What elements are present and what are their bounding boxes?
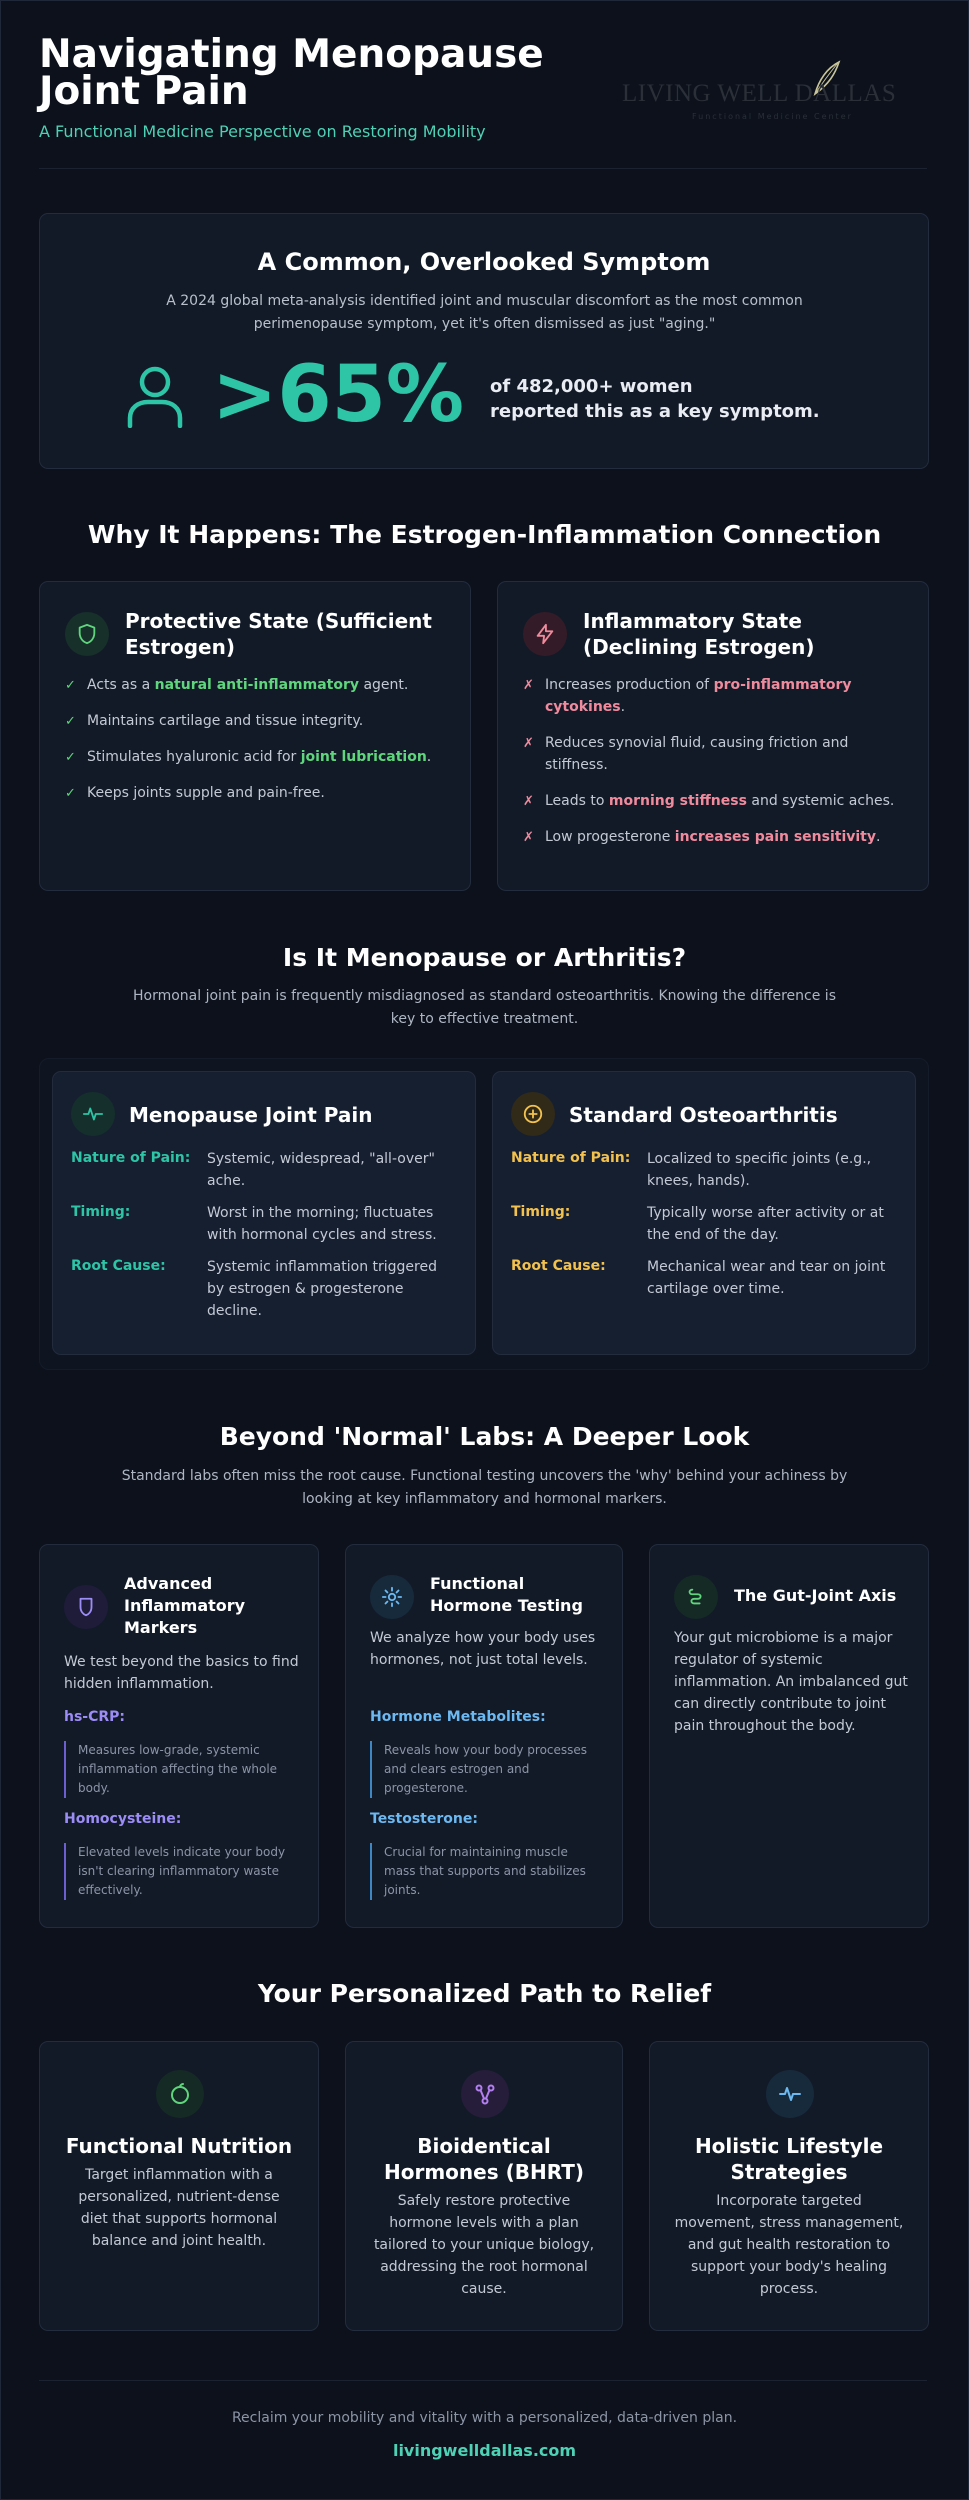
menopause-row-label: Nature of Pain: [71, 1150, 191, 1166]
footer-divider [39, 2380, 927, 2381]
protective-card [39, 581, 471, 891]
lifestyle-icon-circle [766, 2070, 814, 2118]
cross-icon: ✗ [523, 678, 534, 693]
nutrition-heading: Functional Nutrition [65, 2134, 293, 2158]
menopause-row-label: Root Cause: [71, 1258, 166, 1274]
menopause-row-label: Timing: [71, 1204, 131, 1220]
inflammatory-item [523, 674, 913, 718]
osteo-row-label: Timing: [511, 1204, 571, 1220]
lifestyle-text: Incorporate targeted movement, stress management, and gut health restoration to support your body's healing process. [674, 2193, 904, 2297]
protective-item-text: Keeps joints supple and pain-free. [87, 785, 325, 801]
page-title [39, 32, 544, 114]
gear-icon [381, 1586, 403, 1608]
inflammatory-item [523, 826, 913, 848]
hero-card [39, 213, 929, 469]
protective-item-highlight: natural anti-inflammatory [154, 677, 359, 693]
path-title: Your Personalized Path to Relief [257, 1979, 712, 2008]
lightning-icon [534, 623, 556, 645]
menopause-icon-circle [71, 1092, 115, 1136]
inflammatory-item-text: . [620, 699, 626, 715]
nutrition-card [39, 2041, 319, 2331]
bhrt-card [345, 2041, 623, 2331]
protective-item [65, 674, 455, 696]
compare-panel [39, 1058, 929, 1370]
inflammatory-item-text: Increases production of [545, 677, 714, 693]
cross-icon: ✗ [523, 830, 534, 845]
menopause-heading: Menopause Joint Pain [129, 1103, 373, 1127]
gut-intro: Your gut microbiome is a major regulator of systemic inflammation. An imbalanced gut can directly contribute to joint pain throughout the body. [674, 1630, 908, 1734]
title-line-2: Joint Pain [39, 69, 249, 114]
hormones-card [345, 1544, 623, 1928]
footer-text: Reclaim your mobility and vitality with a personalized, data-driven plan. [231, 2410, 738, 2426]
lifestyle-heading: Holistic Lifestyle Strategies [694, 2134, 884, 2184]
menopause-row-value: Worst in the morning; fluctuates with hormonal cycles and stress. [207, 1205, 437, 1243]
check-icon: ✓ [65, 714, 76, 729]
inflammatory-heading-line-2: (Declining Estrogen) [583, 635, 815, 659]
gut-icon [685, 1586, 707, 1608]
inflammatory-item-text: Reduces synovial fluid, causing friction and stiffness. [545, 735, 849, 773]
osteo-card [492, 1071, 916, 1355]
protective-item-text: Stimulates hyaluronic acid for [87, 749, 301, 765]
gut-icon-circle [674, 1575, 718, 1619]
header-divider [39, 168, 927, 169]
bhrt-icon-circle [461, 2070, 509, 2118]
logo-text: LIVING WELL DALLAS [622, 80, 897, 107]
osteo-row-value: Localized to specific joints (e.g., knees, hands). [647, 1151, 872, 1189]
markers-heading: Advanced Inflammatory Markers [124, 1574, 246, 1637]
lifestyle-card [649, 2041, 929, 2331]
hero-note [490, 374, 870, 424]
labs-description: Standard labs often miss the root cause. Functional testing uncovers the 'why' behind your achiness by looking at key inflammatory and hormonal markers. [121, 1468, 848, 1507]
cross-icon: ✗ [523, 794, 534, 809]
hormones-sub1-text: Reveals how your body processes and clears estrogen and progesterone. [370, 1741, 600, 1798]
osteo-row-label: Nature of Pain: [511, 1150, 631, 1166]
protective-item-text: Maintains cartilage and tissue integrity. [87, 713, 364, 729]
inflammatory-item [523, 790, 913, 812]
protective-item [65, 746, 455, 768]
osteo-icon-circle [511, 1092, 555, 1136]
menopause-row-value: Systemic, widespread, "all-over" ache. [207, 1151, 435, 1189]
osteo-row-value: Typically worse after activity or at the end of the day. [647, 1205, 884, 1243]
check-icon: ✓ [65, 678, 76, 693]
shield-icon [76, 623, 98, 645]
protective-item-text: . [426, 749, 432, 765]
brand-logo [622, 58, 922, 128]
plus-circle-icon [522, 1103, 544, 1125]
inflammatory-item-text: Leads to [545, 793, 609, 809]
markers-intro: We test beyond the basics to find hidden inflammation. [64, 1654, 299, 1692]
check-icon: ✓ [65, 750, 76, 765]
inflammatory-item-highlight: morning stiffness [608, 793, 747, 809]
shield-outline-icon [75, 1596, 97, 1618]
protective-item-highlight: joint lubrication [300, 749, 427, 765]
protective-item-text: agent. [359, 677, 409, 693]
protective-icon-circle [65, 612, 109, 656]
inflammatory-card [497, 581, 929, 891]
protective-item [65, 710, 455, 732]
hero-note-line-1: of 482,000+ women [490, 376, 693, 397]
markers-icon-circle [64, 1585, 108, 1629]
labs-title: Beyond 'Normal' Labs: A Deeper Look [219, 1422, 750, 1451]
apple-icon [168, 2082, 192, 2106]
hormones-sub1-label: Hormone Metabolites: [370, 1709, 546, 1725]
inflammatory-item-highlight: pro-inflammatory cytokines [545, 677, 852, 715]
osteo-row-value: Mechanical wear and tear on joint cartilage over time. [647, 1259, 886, 1297]
osteo-heading: Standard Osteoarthritis [569, 1103, 838, 1127]
inflammatory-item-text: Low progesterone [545, 829, 675, 845]
gut-heading: The Gut-Joint Axis [734, 1586, 897, 1605]
inflammatory-heading [583, 608, 913, 660]
inflammatory-item [523, 732, 913, 776]
title-line-1: Navigating Menopause [39, 32, 544, 77]
protective-heading-line-2: Estrogen) [125, 635, 235, 659]
inflammatory-item-text: . [876, 829, 881, 845]
protective-list [65, 674, 455, 818]
protective-item [65, 782, 455, 804]
nutrition-icon-circle [156, 2070, 204, 2118]
hormones-sub2-text: Crucial for maintaining muscle mass that supports and stabilizes joints. [370, 1843, 600, 1900]
inflammatory-icon-circle [523, 612, 567, 656]
gut-card [649, 1544, 929, 1928]
why-title: Why It Happens: The Estrogen-Inflammation Connection [87, 520, 882, 549]
activity-icon [778, 2082, 802, 2106]
hero-description: A 2024 global meta-analysis identified joint and muscular discomfort as the most common perimenopause symptom, yet it's often dismissed as just "aging." [166, 293, 803, 332]
user-icon [126, 364, 184, 428]
molecule-icon [473, 2082, 497, 2106]
inflammatory-item-highlight: increases pain sensitivity [674, 829, 876, 845]
menopause-row-value: Systemic inflammation triggered by estrogen & progesterone decline. [207, 1259, 437, 1319]
page-subtitle: A Functional Medicine Perspective on Restoring Mobility [39, 122, 486, 141]
bhrt-heading: Bioidentical Hormones (BHRT) [384, 2134, 584, 2184]
markers-card [39, 1544, 319, 1928]
hero-title: A Common, Overlooked Symptom [257, 248, 711, 276]
inflammatory-heading-line-1: Inflammatory State [583, 609, 802, 633]
nutrition-text: Target inflammation with a personalized, nutrient-dense diet that supports hormonal balance and joint health. [78, 2167, 280, 2249]
protective-item-text: Acts as a [87, 677, 155, 693]
inflammatory-list [523, 674, 913, 862]
hero-note-line-2: reported this as a key symptom. [490, 401, 820, 422]
protective-heading-line-1: Protective State (Sufficient [125, 609, 432, 633]
markers-sub2-label: Homocysteine: [64, 1811, 182, 1827]
hormones-sub2-label: Testosterone: [370, 1811, 478, 1827]
footer-link[interactable]: livingwelldallas.com [392, 2441, 577, 2460]
protective-heading [125, 608, 455, 660]
markers-sub1-label: hs-CRP: [64, 1709, 126, 1725]
markers-sub1-text: Measures low-grade, systemic inflammation affecting the whole body. [64, 1741, 294, 1798]
cross-icon: ✗ [523, 736, 534, 751]
compare-title: Is It Menopause or Arthritis? [282, 943, 687, 972]
menopause-card [52, 1071, 476, 1355]
osteo-row-label: Root Cause: [511, 1258, 606, 1274]
logo-subtext: Functional Medicine Center [692, 112, 853, 121]
pulse-icon [82, 1103, 104, 1125]
markers-sub2-text: Elevated levels indicate your body isn't clearing inflammatory waste effectively. [64, 1843, 294, 1900]
hormones-icon-circle [370, 1575, 414, 1619]
compare-description: Hormonal joint pain is frequently misdiagnosed as standard osteoarthritis. Knowing the difference is key to effective treatment. [133, 988, 836, 1027]
check-icon: ✓ [65, 786, 76, 801]
hormones-heading: Functional Hormone Testing [430, 1574, 583, 1615]
inflammatory-item-text: and systemic aches. [746, 793, 895, 809]
hormones-intro: We analyze how your body uses hormones, not just total levels. [370, 1630, 596, 1668]
hero-stat: >65% [212, 350, 465, 440]
bhrt-text: Safely restore protective hormone levels with a plan tailored to your unique biology, addressing the root hormonal cause. [373, 2193, 595, 2297]
